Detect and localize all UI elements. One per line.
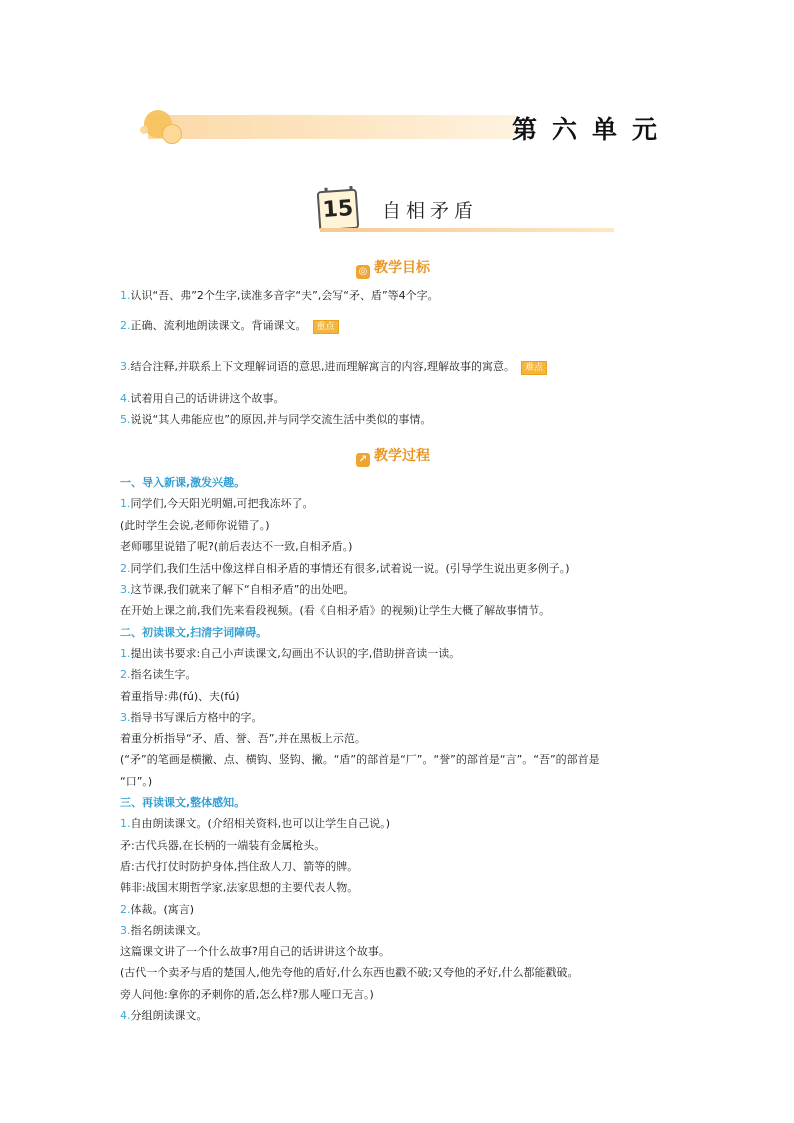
process-line: (此时学生会说,老师你说错了。) bbox=[120, 519, 270, 532]
process-line: 2.同学们,我们生活中像这样自相矛盾的事情还有很多,试着说一说。(引导学生说出更多例子。) bbox=[120, 562, 570, 575]
section-heading: 二、初读课文,扫清字词障碍。 bbox=[120, 626, 268, 639]
process-line: 老师哪里说错了呢?(前后表达不一致,自相矛盾。) bbox=[120, 540, 353, 553]
goal-item: 1.认识“吾、弗”2个生字,读准多音字“夫”,会写“矛、盾”等4个字。 bbox=[120, 289, 439, 302]
process-line: 1.自由朗读课文。(介绍相关资料,也可以让学生自己说。) bbox=[120, 817, 391, 830]
section-heading: 一、导入新课,激发兴趣。 bbox=[120, 476, 246, 489]
lesson-title: 自相矛盾 bbox=[382, 200, 479, 222]
lesson-underline bbox=[320, 228, 614, 232]
lesson-number-badge: 15 bbox=[317, 189, 360, 232]
process-line: (古代一个卖矛与盾的楚国人,他先夸他的盾好,什么东西也戳不破;又夸他的矛好,什么都能戳破。 bbox=[120, 966, 579, 979]
goal-item: 5.说说“其人弗能应也”的原因,并与同学交流生活中类似的事情。 bbox=[120, 413, 432, 426]
decor-dot bbox=[140, 126, 148, 134]
process-line: 在开始上课之前,我们先来看段视频。(看《自相矛盾》的视频)让学生大概了解故事情节。 bbox=[120, 604, 551, 617]
process-header bbox=[356, 445, 430, 467]
key-point-badge: 重点 bbox=[313, 320, 339, 334]
banner-bar bbox=[148, 115, 516, 139]
decor-circle-small bbox=[162, 124, 182, 144]
goal-item: 2.正确、流利地朗读课文。背诵课文。 重点 bbox=[120, 317, 339, 334]
section-heading: 三、再读课文,整体感知。 bbox=[120, 796, 246, 809]
unit-title: 第六单元 bbox=[512, 115, 673, 144]
goals-header bbox=[356, 257, 430, 279]
process-line: 2.指名读生字。 bbox=[120, 668, 197, 681]
process-line: 这篇课文讲了一个什么故事?用自己的话讲讲这个故事。 bbox=[120, 945, 390, 958]
process-header-label: 教学过程 bbox=[374, 448, 430, 464]
goals-header-label: 教学目标 bbox=[374, 260, 430, 276]
process-line: 韩非:战国末期哲学家,法家思想的主要代表人物。 bbox=[120, 881, 359, 894]
unit-banner bbox=[138, 108, 673, 148]
process-line: 盾:古代打仗时防护身体,挡住敌人刀、箭等的牌。 bbox=[120, 860, 359, 873]
process-line: (“矛”的笔画是横撇、点、横钩、竖钩、撇。“盾”的部首是“厂”。“誉”的部首是“言”。“吾”的部首是 bbox=[120, 753, 600, 766]
process-line: 4.分组朗读课文。 bbox=[120, 1009, 208, 1022]
difficulty-badge: 难点 bbox=[521, 361, 547, 375]
process-icon: ↗ bbox=[356, 453, 370, 467]
process-line: 3.这节课,我们就来了解下“自相矛盾”的出处吧。 bbox=[120, 583, 355, 596]
goal-item: 3.结合注释,并联系上下文理解词语的意思,进而理解寓言的内容,理解故事的寓意。 难点 bbox=[120, 358, 547, 375]
goal-item: 4.试着用自己的话讲讲这个故事。 bbox=[120, 392, 285, 405]
process-line: “口”。) bbox=[120, 775, 153, 788]
process-line: 旁人问他:拿你的矛刺你的盾,怎么样?那人哑口无言。) bbox=[120, 988, 374, 1001]
process-line: 着重指导:弗(fú)、夫(fú) bbox=[120, 690, 240, 703]
process-line: 3.指名朗读课文。 bbox=[120, 924, 208, 937]
lesson-header bbox=[316, 186, 616, 236]
process-line: 1.提出读书要求:自己小声读课文,勾画出不认识的字,借助拼音读一读。 bbox=[120, 647, 461, 660]
target-icon: ◎ bbox=[356, 265, 370, 279]
process-line: 矛:古代兵器,在长柄的一端装有金属枪头。 bbox=[120, 839, 326, 852]
process-line: 1.同学们,今天阳光明媚,可把我冻坏了。 bbox=[120, 497, 314, 510]
process-line: 2.体裁。(寓言) bbox=[120, 903, 195, 916]
process-line: 着重分析指导“矛、盾、誉、吾”,并在黑板上示范。 bbox=[120, 732, 366, 745]
process-line: 3.指导书写课后方格中的字。 bbox=[120, 711, 263, 724]
